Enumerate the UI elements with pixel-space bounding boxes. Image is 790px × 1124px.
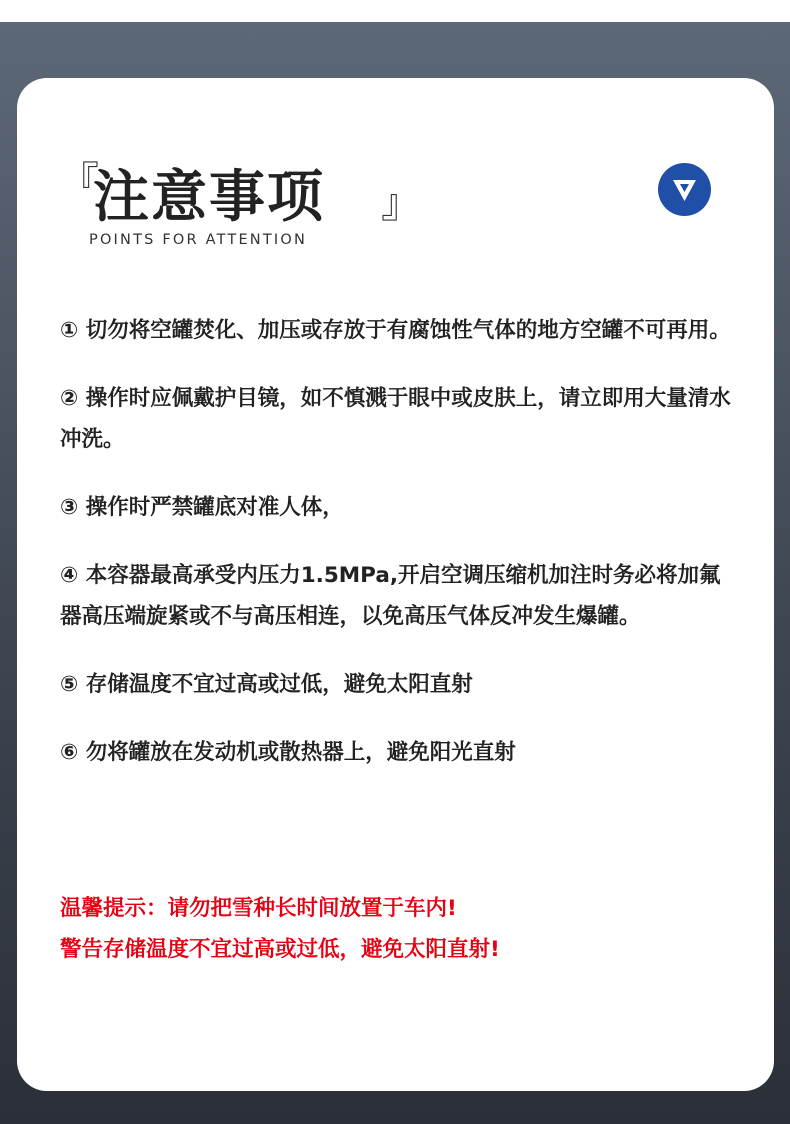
page-title: 注意事项 — [93, 165, 325, 230]
title-bracket-close: 』 — [381, 181, 421, 227]
list-item: ② 操作时应佩戴护目镜，如不慎溅于眼中或皮肤上，请立即用大量清水冲洗。 — [60, 386, 731, 452]
warning-tip: 温馨提示：请勿把雪种长时间放置于车内! — [60, 896, 457, 921]
chevron-down-icon — [658, 163, 711, 216]
title-bracket-open: 『 — [59, 159, 99, 205]
list-item: ⑤ 存储温度不宜过高或过低，避免太阳直射 — [60, 672, 473, 697]
list-item: ③ 操作时严禁罐底对准人体， — [60, 495, 344, 520]
page-subtitle: POINTS FOR ATTENTION — [89, 232, 308, 248]
list-item: ① 切勿将空罐焚化、加压或存放于有腐蚀性气体的地方空罐不可再用。 — [60, 318, 731, 343]
badge — [658, 163, 711, 216]
warning-block — [60, 888, 740, 970]
warning-storage: 警告存储温度不宜过高或过低，避免太阳直射! — [60, 937, 500, 962]
attention-list — [60, 310, 740, 800]
list-item: ⑥ 勿将罐放在发动机或散热器上，避免阳光直射 — [60, 740, 516, 765]
list-item: ④ 本容器最高承受内压力1.5MPa,开启空调压缩机加注时务必将加氟器高压端旋紧或不与高压相连，以免高压气体反冲发生爆罐。 — [60, 563, 721, 629]
attention-card — [17, 78, 774, 1091]
